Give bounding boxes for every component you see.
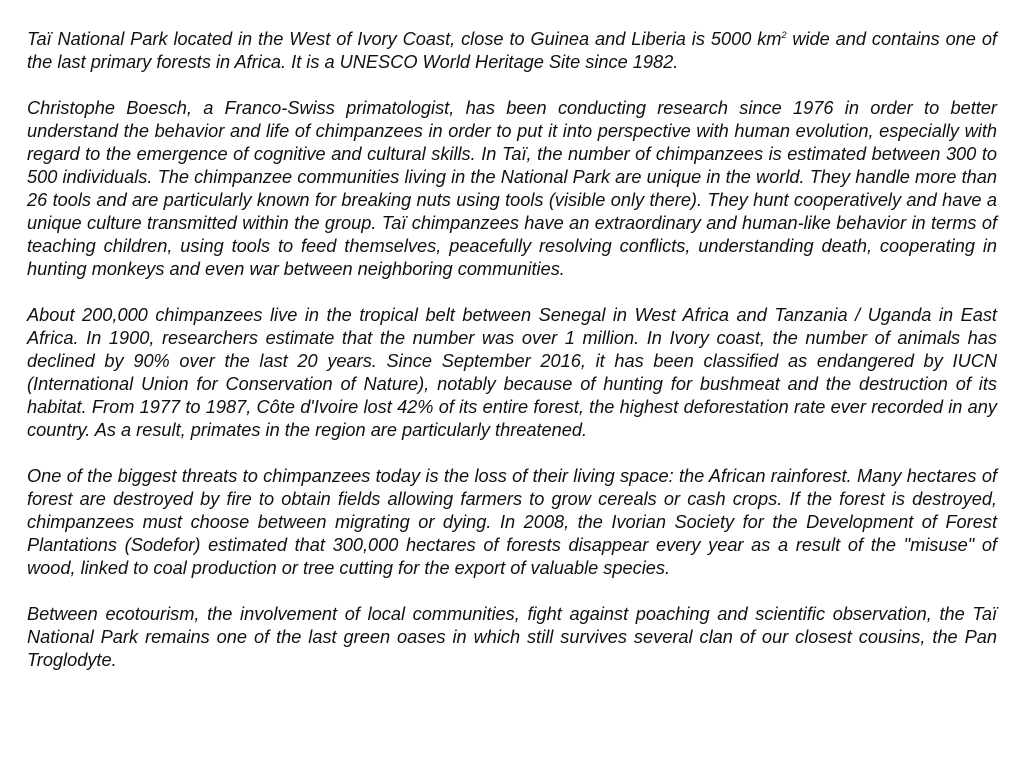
paragraph-research: Christophe Boesch, a Franco-Swiss primatologist, has been conducting research since 1976 in order to better understand the behavior and life of chimpanzees in order to put it into perspective with human evolution, especially with regard to the emergence of cognitive and cultural skills. In Taï, the number of chimpanzees is estimated between 300 to 500 individuals. The chimpanzee communities living in the National Park are unique in the world. They handle more than 26 tools and are particularly known for breaking nuts using tools (visible only there). They hunt cooperatively and have a unique culture transmitted within the group. Taï chimpanzees have an extraordinary and human-like behavior in terms of teaching children, using tools to feed themselves, peacefully resolving conflicts, understanding death, cooperating in hunting monkeys and even war between neighboring communities.	[27, 98, 997, 279]
paragraph-conclusion: Between ecotourism, the involvement of local communities, fight against poaching and scientific observation, the Taï National Park remains one of the last green oases in which still survives several clan of our closest cousins, the Pan Troglodyte.	[27, 604, 997, 670]
paragraph-intro	[27, 28, 997, 74]
paragraph-threats: One of the biggest threats to chimpanzees today is the loss of their living space: the African rainforest. Many hectares of forest are destroyed by fire to obtain fields allowing farmers to grow cereals or cash crops. If the forest is destroyed, chimpanzees must choose between migrating or dying. In 2008, the Ivorian Society for the Development of Forest Plantations (Sodefor) estimated that 300,000 hectares of forests disappear every year as a result of the "misuse" of wood, linked to coal production or tree cutting for the export of valuable species.	[27, 466, 997, 578]
superscript-two: 2	[781, 29, 787, 40]
paragraph-population: About 200,000 chimpanzees live in the tropical belt between Senegal in West Africa and Tanzania / Uganda in East Africa. In 1900, researchers estimate that the number was over 1 million. In Ivory coast, the number of animals has declined by 90% over the last 20 years. Since September 2016, it has been classified as endangered by IUCN (International Union for Conservation of Nature), notably because of hunting for bushmeat and the destruction of its habitat. From 1977 to 1987, Côte d'Ivoire lost 42% of its entire forest, the highest deforestation rate ever recorded in any country. As a result, primates in the region are particularly threatened.	[27, 305, 997, 440]
document-body	[27, 28, 997, 695]
paragraph-intro-text: Taï National Park located in the West of Ivory Coast, close to Guinea and Liberia is 5000 km	[27, 29, 782, 49]
paragraph-intro-text-continued: wide and contains one of the last primary forests in Africa. It is a UNESCO World Heritage Site since 1982.	[27, 29, 997, 72]
